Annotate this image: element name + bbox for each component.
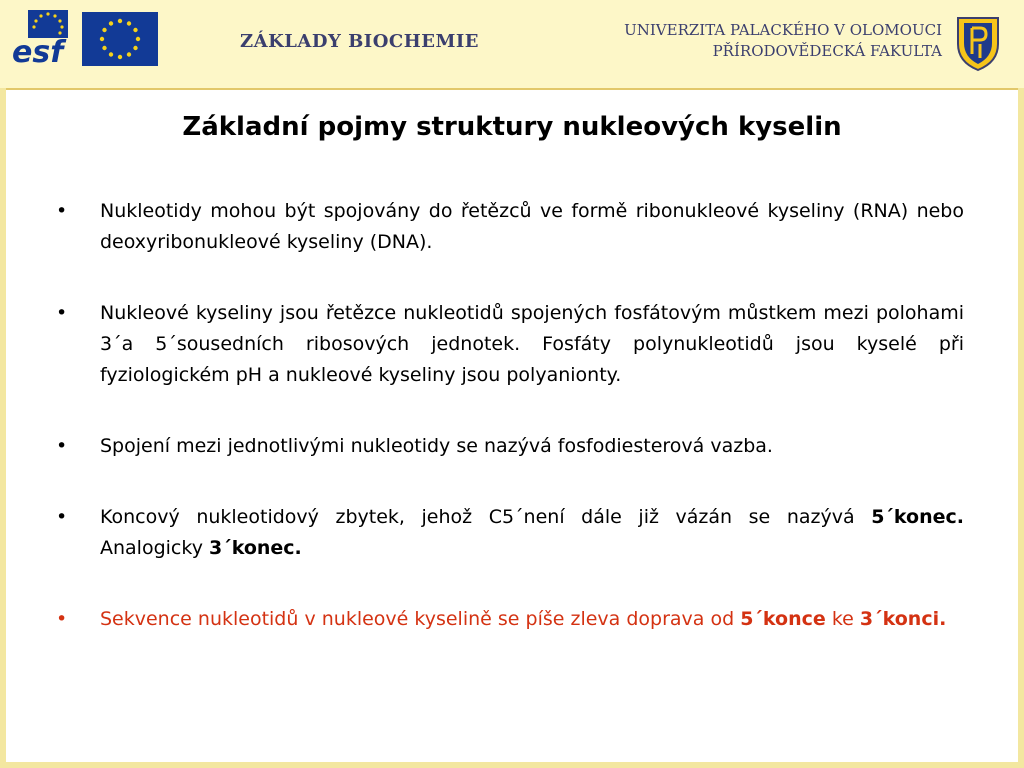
bullet-text: Nukleové kyseliny jsou řetězce nukleotidů spojených fosfátovým můstkem mezi polohami 3´a 5´sousedních ribosových jednotek. Fosfáty polynukleotidů jsou kyselé při fyziologickém pH a nukleové kyseliny jsou polyanionty. — [100, 302, 964, 386]
header-band — [0, 0, 1024, 90]
bullet-item — [56, 298, 964, 391]
frame-left — [0, 88, 6, 768]
bullet-item — [56, 431, 964, 462]
university-line-1: UNIVERZITA PALACKÉHO V OLOMOUCI — [624, 21, 942, 39]
bullet-text-part: Sekvence nukleotidů v nukleové kyselině se píše zleva doprava od — [100, 608, 741, 630]
esf-logo — [10, 8, 74, 68]
bullet-text: Spojení mezi jednotlivými nukleotidy se nazývá fosfodiesterová vazba. — [100, 435, 773, 457]
bullet-item — [56, 502, 964, 564]
bullet-item — [56, 196, 964, 258]
bullet-list — [56, 196, 964, 675]
bullet-text: Nukleotidy mohou být spojovány do řetězců ve formě ribonukleové kyseliny (RNA) nebo deoxyribonukleové kyseliny (DNA). — [100, 200, 964, 253]
bullet-text-part: Analogicky — [100, 537, 209, 559]
bullet-symbol: • — [56, 506, 68, 528]
eu-flag-icon — [82, 12, 158, 66]
course-title: ZÁKLADY BIOCHEMIE — [240, 31, 480, 52]
bullet-item-highlighted — [56, 604, 964, 635]
bullet-bold-term: 5´konec. — [871, 506, 964, 528]
bullet-text-part: ke — [825, 608, 860, 630]
university-name — [624, 20, 942, 62]
university-line-2: PŘÍRODOVĚDECKÁ FAKULTA — [712, 42, 942, 60]
svg-text:esf: esf — [12, 35, 64, 68]
bullet-bold-term: 3´konec. — [208, 537, 302, 559]
upol-shield-icon — [954, 14, 1002, 72]
bullet-symbol: • — [56, 435, 68, 457]
slide-title: Základní pojmy struktury nukleových kyselin — [182, 112, 842, 142]
bullet-symbol: • — [56, 608, 68, 630]
frame-right — [1018, 88, 1024, 768]
bullet-bold-term: 3´konci. — [859, 608, 947, 630]
frame-bottom — [0, 762, 1024, 768]
bullet-bold-term: 5´konce — [740, 608, 826, 630]
bullet-symbol: • — [56, 200, 68, 222]
bullet-symbol: • — [56, 302, 68, 324]
bullet-text-part: Koncový nukleotidový zbytek, jehož C5´není dále již vázán se nazývá — [100, 506, 872, 528]
